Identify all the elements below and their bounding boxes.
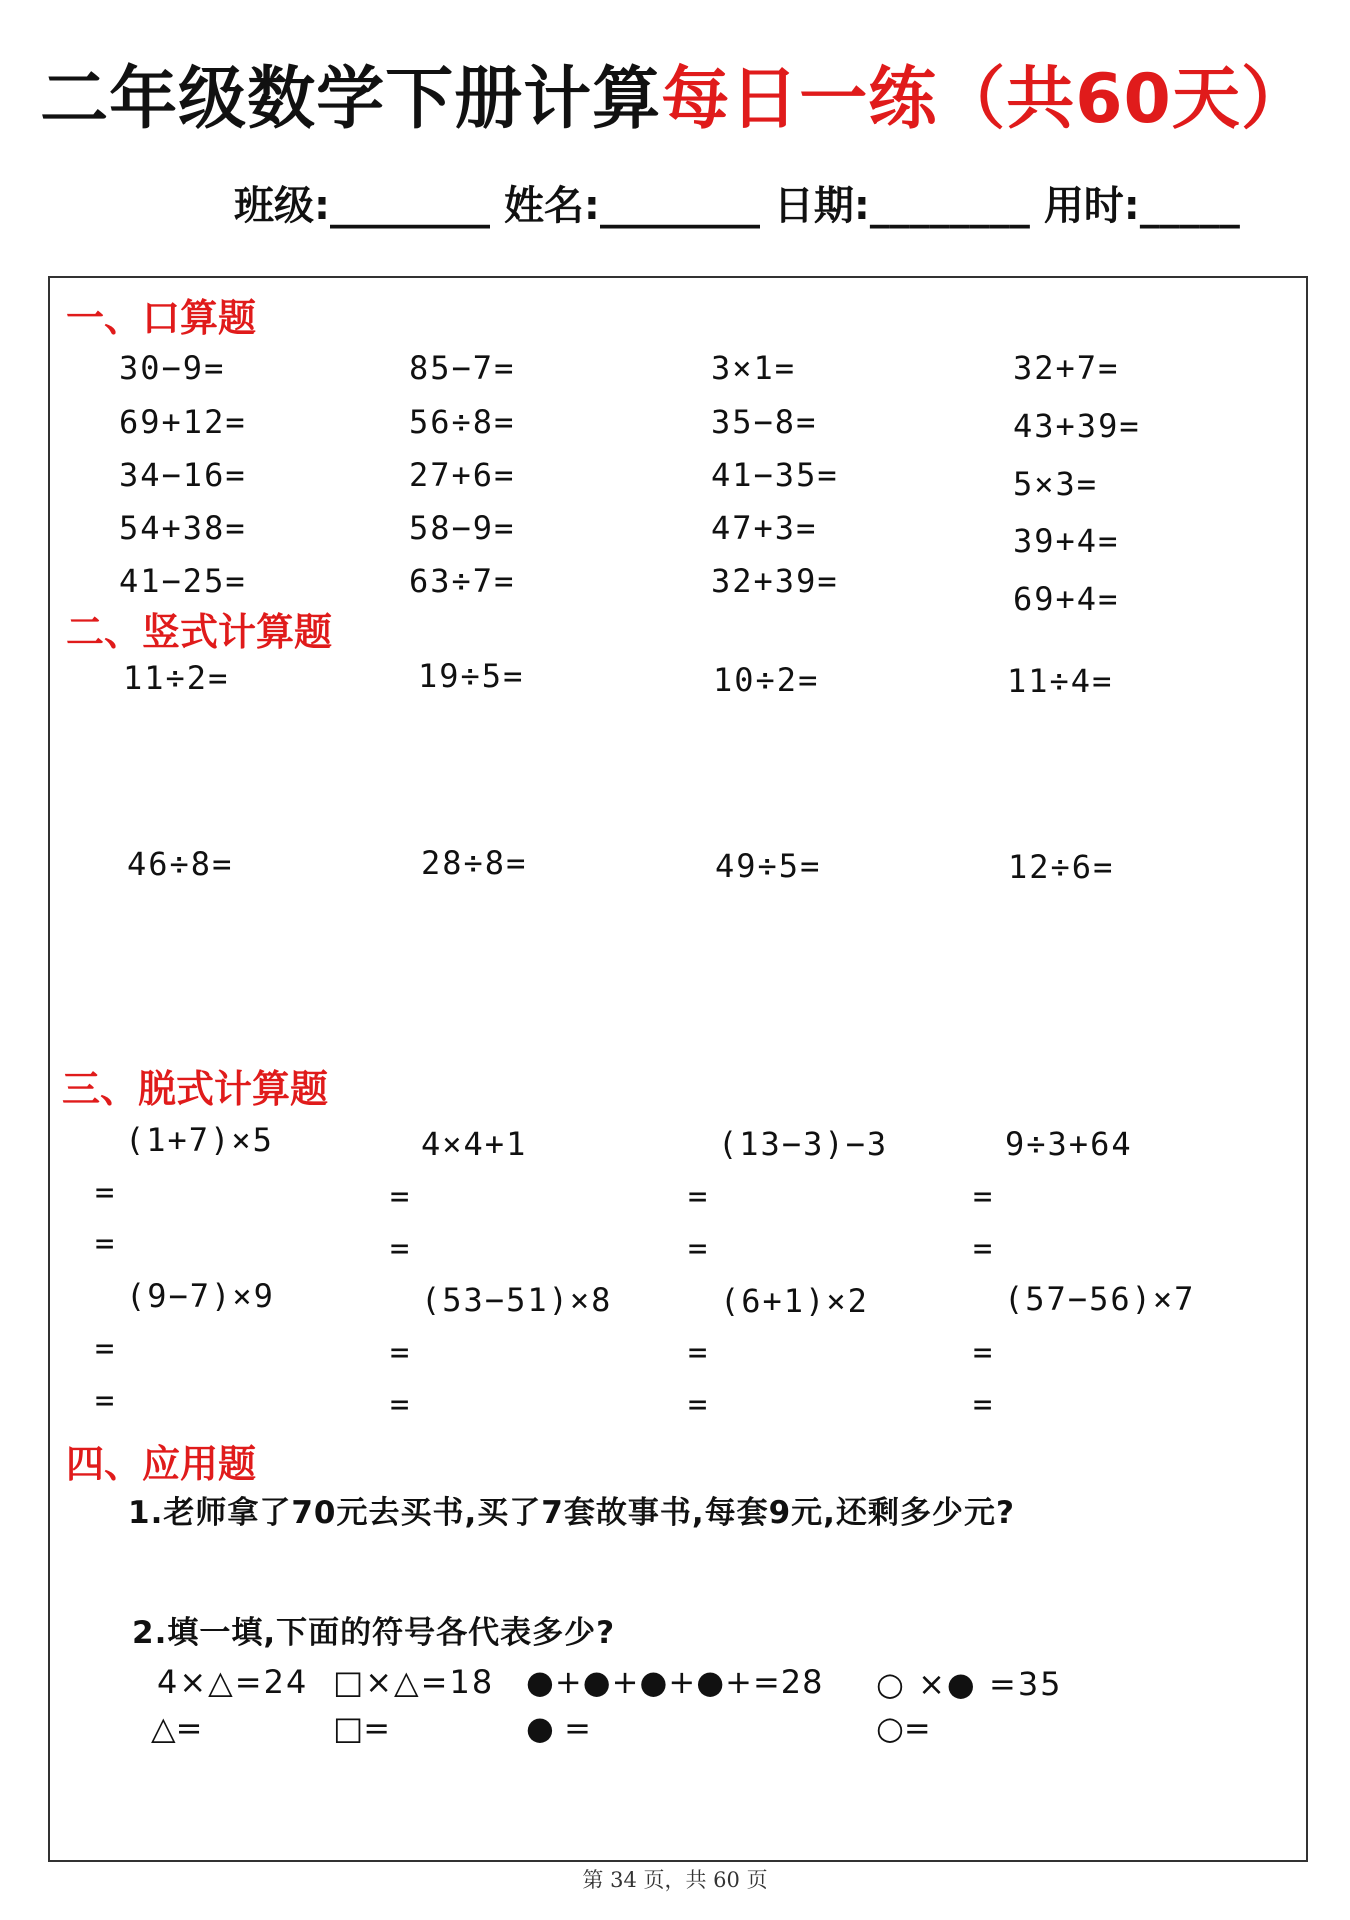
vertical-problem: 28÷8=	[421, 844, 528, 882]
page-footer: 第 34 页，共 60 页	[582, 1868, 768, 1892]
vertical-problem: 11÷2=	[123, 659, 230, 697]
section-stepwise-title: 三、脱式计算题	[62, 1066, 329, 1111]
page-title	[0, 52, 1350, 148]
class-label: 班级:	[234, 183, 330, 229]
symbol-answer: □=	[333, 1709, 391, 1747]
time-field	[1044, 178, 1240, 234]
date-blank: ________	[869, 183, 1030, 229]
stepwise-problem: (53−51)×8	[421, 1281, 613, 1319]
equals-sign: =	[688, 1385, 708, 1423]
vertical-problem: 11÷4=	[1007, 662, 1114, 700]
word-problem-1: 1.老师拿了70元去买书,买了7套故事书,每套9元,还剩多少元?	[128, 1495, 1015, 1531]
oral-problem: 58−9=	[409, 509, 516, 547]
stepwise-problem: (6+1)×2	[720, 1282, 869, 1320]
equals-sign: =	[973, 1177, 993, 1215]
equals-sign: =	[390, 1229, 410, 1267]
vertical-problem: 46÷8=	[127, 845, 234, 883]
oral-problem: 41−25=	[119, 562, 247, 600]
date-label: 日期:	[773, 183, 870, 229]
oral-problem: 69+4=	[1013, 580, 1120, 618]
oral-problem: 3×1=	[711, 349, 797, 387]
equals-sign: =	[390, 1385, 410, 1423]
equals-sign: =	[95, 1329, 115, 1367]
stepwise-problem: (1+7)×5	[125, 1121, 274, 1159]
equals-sign: =	[688, 1229, 708, 1267]
oral-problem: 85−7=	[409, 349, 516, 387]
time-label: 用时:	[1043, 183, 1140, 229]
section-vertical-title: 二、竖式计算题	[66, 609, 333, 654]
oral-problem: 63÷7=	[409, 562, 516, 600]
section-word-title: 四、应用题	[66, 1441, 257, 1486]
oral-problem: 32+7=	[1013, 349, 1120, 387]
stepwise-problem: 4×4+1	[421, 1125, 528, 1163]
vertical-problem: 10÷2=	[713, 661, 820, 699]
oral-problem: 27+6=	[409, 456, 516, 494]
symbol-answer: △=	[151, 1709, 203, 1747]
stepwise-problem: (57−56)×7	[1004, 1280, 1196, 1318]
name-blank: ________	[599, 183, 760, 229]
class-field	[234, 178, 490, 234]
vertical-problem: 19÷5=	[418, 657, 525, 695]
oral-problem: 69+12=	[119, 403, 247, 441]
vertical-problem: 12÷6=	[1008, 848, 1115, 886]
symbol-equation: □×△=18	[333, 1663, 495, 1701]
oral-problem: 41−35=	[711, 456, 839, 494]
title-black: 二年级数学下册计算	[40, 60, 662, 139]
equals-sign: =	[688, 1177, 708, 1215]
time-blank: _____	[1139, 183, 1240, 229]
equals-sign: =	[95, 1173, 115, 1211]
stepwise-problem: 9÷3+64	[1005, 1125, 1133, 1163]
equals-sign: =	[390, 1177, 410, 1215]
oral-problem: 56÷8=	[409, 403, 516, 441]
equals-sign: =	[95, 1381, 115, 1419]
section-oral-title: 一、口算题	[66, 295, 257, 340]
oral-problem: 30−9=	[119, 349, 226, 387]
oral-problem: 47+3=	[711, 509, 818, 547]
oral-problem: 34−16=	[119, 456, 247, 494]
stepwise-problem: (13−3)−3	[718, 1125, 889, 1163]
word-problem-2: 2.填一填,下面的符号各代表多少?	[132, 1615, 616, 1651]
symbol-answer: ○=	[876, 1709, 931, 1747]
oral-problem: 5×3=	[1013, 465, 1099, 503]
oral-problem: 35−8=	[711, 403, 818, 441]
symbol-equation: ●+●+●+●+=28	[526, 1663, 824, 1701]
equals-sign: =	[973, 1229, 993, 1267]
oral-problem: 32+39=	[711, 562, 839, 600]
oral-problem: 39+4=	[1013, 522, 1120, 560]
oral-problem: 43+39=	[1013, 407, 1141, 445]
date-field	[774, 178, 1030, 234]
equals-sign: =	[390, 1333, 410, 1371]
vertical-problem: 49÷5=	[715, 847, 822, 885]
symbol-answer: ● =	[526, 1709, 591, 1747]
equals-sign: =	[95, 1224, 115, 1262]
symbol-equation: 4×△=24	[157, 1663, 309, 1701]
equals-sign: =	[973, 1385, 993, 1423]
class-blank: ________	[330, 183, 490, 229]
name-field	[504, 178, 760, 234]
symbol-equation: ○ ×● =35	[876, 1665, 1063, 1703]
equals-sign: =	[973, 1333, 993, 1371]
oral-problem: 54+38=	[119, 509, 247, 547]
name-label: 姓名:	[503, 183, 600, 229]
info-row	[234, 178, 1240, 234]
stepwise-problem: (9−7)×9	[126, 1277, 275, 1315]
equals-sign: =	[688, 1333, 708, 1371]
title-red: 每日一练（共60天）	[661, 60, 1310, 139]
